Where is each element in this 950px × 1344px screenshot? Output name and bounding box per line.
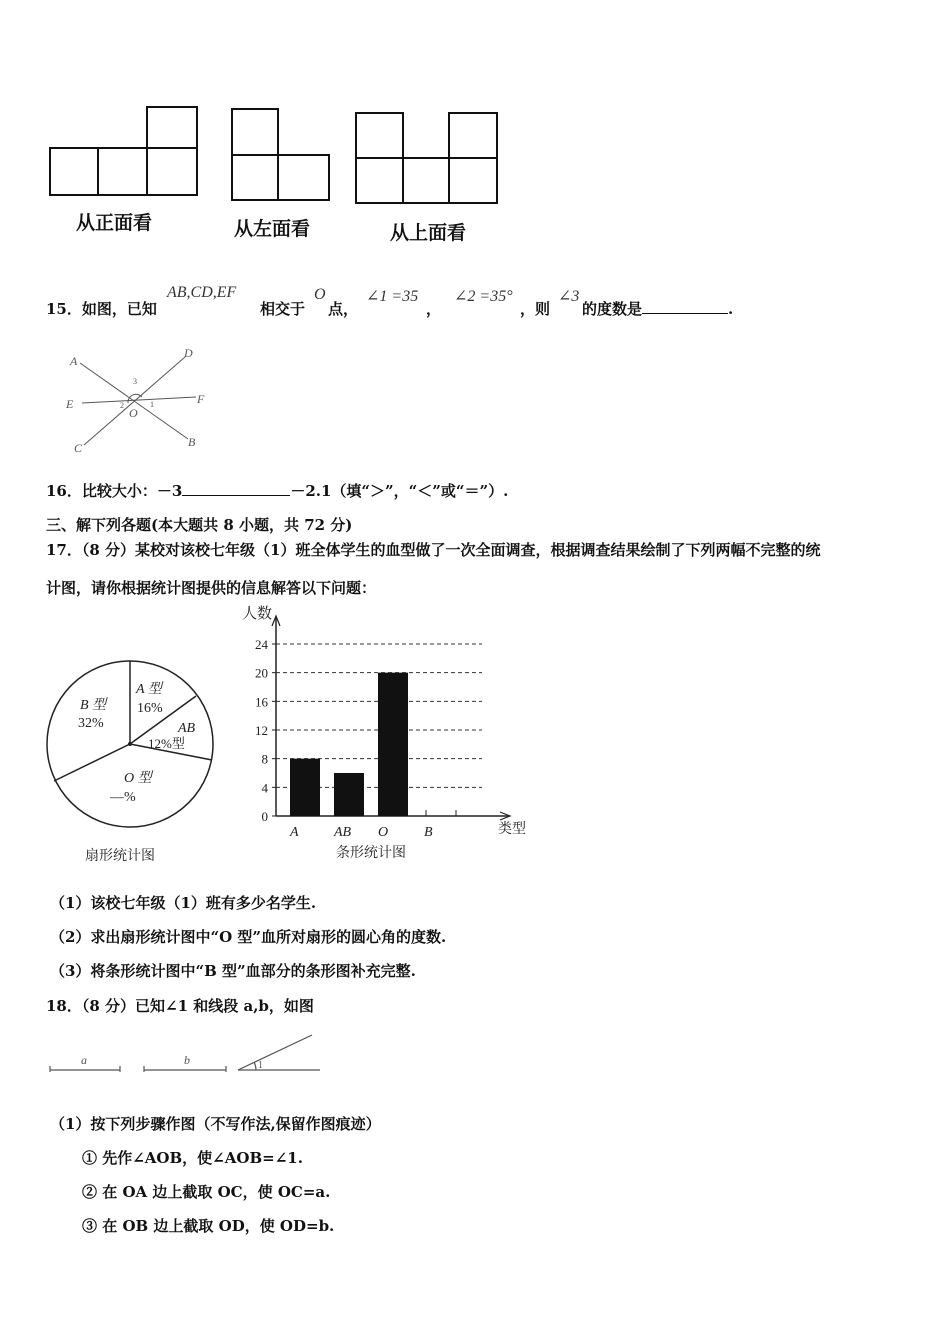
pie-pct-a: 16% [137, 701, 163, 716]
front-view-shape [50, 107, 197, 195]
bar-o [378, 673, 408, 816]
q15-angle1: ∠1 =35 [366, 288, 419, 305]
q17-line2: 计图，请你根据统计图提供的信息解答以下问题： [46, 579, 377, 597]
pie-label-ab: AB [178, 721, 196, 736]
front-view-caption: 从正面看 [76, 212, 153, 234]
label-a: a [81, 1053, 87, 1067]
pie-pct-ab: 12%型 [148, 736, 185, 751]
q16-rest: －2.1（填“＞”，“＜”或“＝”）. [290, 482, 509, 500]
fig-label-C: C [74, 441, 83, 455]
q16-answer-blank[interactable] [182, 481, 290, 496]
left-view-shape [232, 109, 329, 200]
fig-angle-2: 2 [120, 401, 124, 410]
pie-center [128, 742, 132, 746]
fig-label-A: A [70, 354, 78, 368]
pie-pct-b: 32% [78, 716, 104, 731]
y-tick-label-4: 4 [261, 780, 268, 796]
bar-chart [230, 600, 540, 870]
fig-angle-1: 1 [150, 400, 154, 409]
bar-chart-xlabel: 类型 [498, 822, 526, 837]
left-view-caption: 从左面看 [234, 218, 311, 240]
pie-chart [40, 660, 230, 870]
q15-point: O [314, 286, 326, 303]
pie-divider-o-b [54, 744, 130, 781]
fig-label-F: F [197, 392, 205, 406]
top-view-shape [356, 113, 497, 203]
q17-line1: 17．（8 分）某校对该校七年级（1）班全体学生的血型做了一次全面调查，根据调查结果绘制了下列两幅不完整的统 [46, 541, 821, 559]
q15-lines: AB,CD,EF [167, 284, 237, 301]
q15-angle2: ∠2 =35° [454, 288, 513, 305]
q17-sub2: （2）求出扇形统计图中“O 型”血所对扇形的圆心角的度数. [50, 928, 447, 946]
label-b: b [184, 1053, 190, 1067]
pie-pct-o: —% [110, 790, 136, 805]
q15-end: . [728, 300, 734, 318]
q15-then: ，则 [520, 300, 551, 318]
q15-dian: 点， [328, 300, 359, 318]
q18-figure [46, 1030, 336, 1080]
bar-a [290, 759, 320, 816]
q15-angle3: ∠3 [558, 288, 580, 305]
fig-label-E: E [66, 397, 74, 411]
q15-suffix-text: 的度数是 [582, 300, 643, 318]
q16-text [46, 480, 508, 501]
section3-heading: 三、解下列各题(本大题共 8 小题，共 72 分) [46, 516, 353, 534]
q18-sub1: （1）按下列步骤作图（不写作法,保留作图痕迹） [50, 1115, 381, 1133]
x-category-o: O [378, 825, 389, 840]
y-tick-label-0: 0 [261, 809, 268, 824]
pie-label-a: A 型 [136, 682, 162, 697]
bar-chart-caption: 条形统计图 [336, 845, 406, 861]
pie-caption: 扇形统计图 [85, 848, 155, 864]
label-angle-1: 1 [258, 1060, 263, 1071]
x-category-ab: AB [334, 825, 352, 840]
fig-label-B: B [188, 435, 196, 449]
q15-prefix: 15．如图，已知 [46, 300, 157, 318]
x-category-b: B [424, 825, 433, 840]
q18-step2: ② 在 OA 边上截取 OC，使 OC=a. [82, 1183, 331, 1201]
fig-angle-3: 3 [133, 377, 137, 386]
q17-sub3: （3）将条形统计图中“B 型”血部分的条形图补充完整. [50, 962, 416, 980]
y-tick-label-24: 24 [255, 637, 268, 652]
angle-1-ray [238, 1035, 312, 1070]
q15-comma: ， [426, 300, 442, 318]
bar-ab [334, 773, 364, 816]
y-tick-label-12: 12 [255, 723, 268, 738]
fig-label-O: O [129, 406, 138, 420]
q17-sub1: （1）该校七年级（1）班有多少名学生. [50, 894, 317, 912]
q18-step3: ③ 在 OB 边上截取 OD，使 OD=b. [82, 1217, 335, 1235]
bar-chart-ylabel: 人数 [242, 606, 273, 622]
q15-figure [60, 345, 220, 455]
y-tick-label-20: 20 [255, 665, 268, 681]
q18-line1: 18．（8 分）已知∠1 和线段 a,b，如图 [46, 997, 314, 1015]
fig-label-D: D [184, 346, 193, 360]
q15-intersect: 相交于 [260, 300, 306, 318]
q15-text [46, 298, 157, 319]
q16-prefix: 16．比较大小：－3 [46, 482, 183, 500]
q18-step1: ① 先作∠AOB，使∠AOB=∠1. [82, 1149, 303, 1167]
top-view-caption: 从上面看 [390, 222, 467, 244]
y-tick-label-8: 8 [261, 751, 268, 767]
x-category-a: A [290, 825, 299, 840]
pie-label-b: B 型 [80, 698, 107, 713]
q15-suffix [582, 298, 733, 319]
pie-label-o: O 型 [124, 771, 152, 786]
y-tick-label-16: 16 [255, 694, 268, 710]
q15-answer-blank[interactable] [642, 299, 728, 314]
